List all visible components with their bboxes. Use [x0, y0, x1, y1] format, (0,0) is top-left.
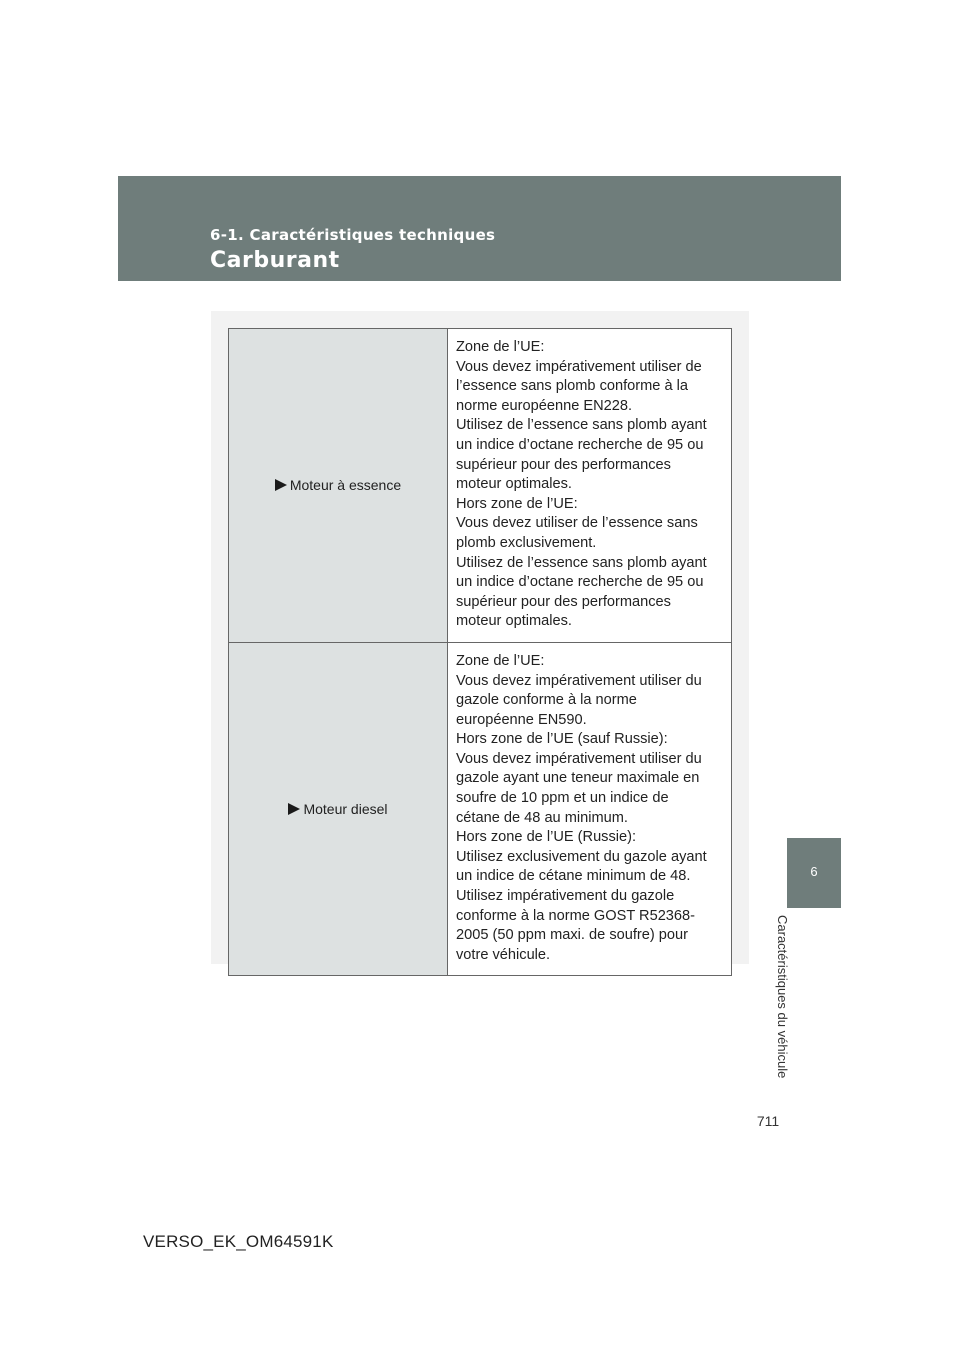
requirement-text-line: Vous devez impérativement utiliser du: [456, 750, 702, 767]
fuel-requirement-cell: [448, 642, 732, 976]
document-code: VERSO_EK_OM64591K: [143, 1232, 334, 1251]
requirement-text-line: Hors zone de l’UE (Russie):: [456, 829, 637, 846]
table-row: [229, 329, 732, 643]
chapter-header: [118, 176, 841, 281]
requirement-text-line: un indice de cétane minimum de 48.: [456, 868, 691, 885]
requirement-text-line: cétane de 48 au minimum.: [456, 809, 628, 826]
requirement-text-line: norme européenne EN228.: [456, 397, 633, 414]
chapter-number: 6: [810, 864, 818, 879]
chapter-tab[interactable]: [787, 838, 841, 908]
requirement-text-line: votre véhicule.: [456, 946, 551, 963]
engine-type-cell: [229, 642, 448, 976]
requirement-text-line: conforme à la norme GOST R52368-: [456, 907, 696, 924]
requirement-text-line: Hors zone de l’UE:: [456, 495, 578, 512]
requirement-text-line: Vous devez impérativement utiliser de: [456, 358, 702, 375]
requirement-text-line: un indice d’octane recherche de 95 ou: [456, 436, 704, 453]
requirement-text-line: supérieur pour des performances: [456, 593, 671, 610]
requirement-text-line: moteur optimales.: [456, 613, 572, 630]
requirement-text-line: 2005 (50 ppm maxi. de soufre) pour: [456, 927, 689, 944]
page-number: 711: [756, 1113, 780, 1129]
fuel-spec-table: [228, 328, 732, 976]
requirement-text-line: Utilisez impérativement du gazole: [456, 888, 675, 905]
right-triangle-icon: [288, 803, 300, 815]
requirement-text-line: Utilisez de l’essence sans plomb ayant: [456, 554, 707, 571]
requirement-text-line: Utilisez exclusivement du gazole ayant: [456, 848, 707, 865]
engine-type-cell: [229, 329, 448, 643]
requirement-text-line: Vous devez impérativement utiliser du: [456, 672, 702, 689]
chapter-side-title-text: Caractéristiques du véhicule: [775, 915, 790, 1079]
requirement-text-line: supérieur pour des performances: [456, 456, 671, 473]
requirement-text-line: Zone de l’UE:: [456, 339, 545, 355]
page-title: Carburant: [210, 248, 340, 273]
engine-type-label: Moteur diesel: [303, 801, 388, 818]
requirement-text-line: plomb exclusivement.: [456, 534, 597, 551]
engine-type-label: Moteur à essence: [289, 477, 402, 494]
requirement-text-line: Utilisez de l’essence sans plomb ayant: [456, 417, 707, 434]
requirement-text-line: l’essence sans plomb conforme à la: [456, 378, 688, 395]
right-triangle-icon: [275, 479, 287, 491]
requirement-text-line: gazole conforme à la norme: [456, 692, 637, 709]
requirement-text-line: Zone de l’UE:: [456, 652, 545, 669]
fuel-requirement-cell: [448, 329, 732, 643]
requirement-text-line: un indice d’octane recherche de 95 ou: [456, 574, 704, 591]
table-row: [229, 642, 732, 976]
requirement-text-line: gazole ayant une teneur maximale en: [456, 770, 700, 787]
content-panel: [211, 311, 749, 964]
chapter-side-title: [775, 915, 817, 1100]
section-label: 6-1. Caractéristiques techniques: [210, 226, 496, 244]
requirement-text-line: Vous devez utiliser de l’essence sans: [456, 515, 698, 532]
requirement-text-line: Hors zone de l’UE (sauf Russie):: [456, 731, 668, 748]
requirement-text-line: soufre de 10 ppm et un indice de: [456, 790, 669, 807]
requirement-text-line: européenne EN590.: [456, 711, 587, 728]
requirement-text-line: moteur optimales.: [456, 476, 572, 493]
